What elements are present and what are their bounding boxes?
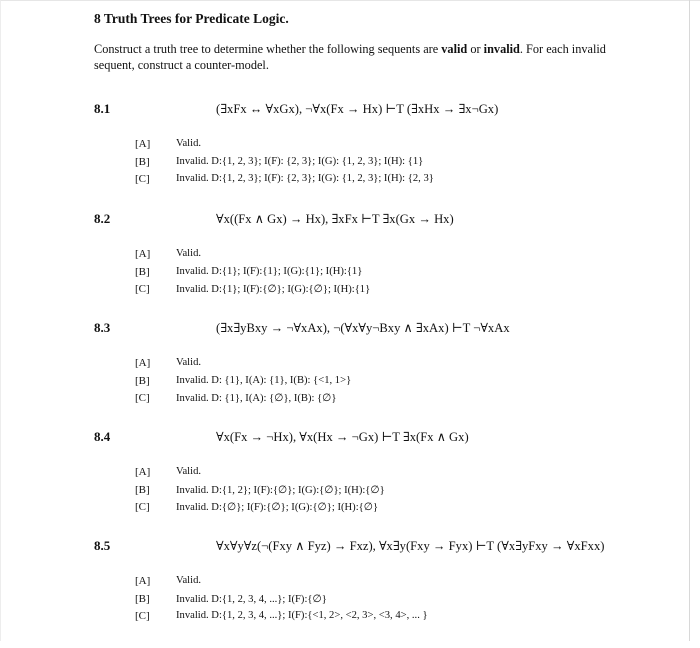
problem-sequent: (∃xFx ↔ ∀xGx), ¬∀x(Fx → Hx) ⊢T (∃xHx → ∃x¬Gx) bbox=[216, 102, 499, 116]
answer-option-c[interactable] bbox=[135, 173, 655, 191]
option-letter: [C] bbox=[135, 283, 150, 295]
option-letter: [A] bbox=[135, 466, 151, 478]
problem-8-4 bbox=[0, 429, 700, 539]
section-heading: 8 Truth Trees for Predicate Logic. bbox=[94, 11, 289, 26]
answer-option-b[interactable] bbox=[135, 484, 655, 502]
option-text: Invalid. D:{1, 2, 3, 4, ...}; I(F):{<1, 2>, <2, 3>, <3, 4>, ... } bbox=[176, 610, 428, 621]
instructions-text-1: Construct a truth tree to determine whether the following sequents are bbox=[94, 42, 442, 56]
problem-8-5 bbox=[0, 538, 700, 648]
option-letter: [A] bbox=[135, 138, 151, 150]
option-letter: [A] bbox=[135, 248, 151, 260]
option-text: Invalid. D: {1}, I(A): {∅}, I(B): {∅} bbox=[176, 393, 337, 404]
problem-number: 8.1 bbox=[94, 101, 111, 116]
option-text: Invalid. D: {1}, I(A): {1}, I(B): {<1, 1>} bbox=[176, 374, 352, 386]
problem-sequent: ∀x(Fx → ¬Hx), ∀x(Hx → ¬Gx) ⊢T ∃x(Fx ∧ Gx) bbox=[216, 430, 469, 444]
answer-option-c[interactable] bbox=[135, 392, 655, 410]
answer-options bbox=[135, 575, 655, 628]
problem-number: 8.4 bbox=[94, 429, 111, 444]
instructions-text-3: . For each invalid sequent, construct a counter-model. bbox=[94, 42, 606, 72]
instructions-valid-word: valid bbox=[441, 42, 468, 56]
option-text: Valid. bbox=[176, 138, 202, 149]
answer-option-a[interactable] bbox=[135, 575, 655, 593]
option-letter: [C] bbox=[135, 501, 150, 513]
answer-options bbox=[135, 357, 655, 410]
option-text: Invalid. D:{1}; I(F):{1}; I(G):{1}; I(H):{1} bbox=[176, 265, 363, 277]
answer-option-b[interactable] bbox=[135, 375, 655, 393]
option-letter: [C] bbox=[135, 392, 150, 404]
answer-option-c[interactable] bbox=[135, 283, 655, 301]
option-text: Invalid. D:{1}; I(F):{∅}; I(G):{∅}; I(H):{1} bbox=[176, 284, 371, 295]
answer-option-a[interactable] bbox=[135, 138, 655, 156]
instructions-paragraph bbox=[94, 41, 614, 73]
option-letter: [C] bbox=[135, 610, 150, 622]
answer-option-a[interactable] bbox=[135, 248, 655, 266]
option-letter: [B] bbox=[135, 155, 150, 168]
option-text: Invalid. D:{1, 2, 3}; I(F): {2, 3}; I(G): {1, 2, 3}; I(H): {1} bbox=[176, 155, 424, 167]
problem-number: 8.2 bbox=[94, 211, 111, 226]
problem-8-3 bbox=[0, 320, 700, 430]
option-letter: [A] bbox=[135, 357, 151, 369]
answer-option-c[interactable] bbox=[135, 501, 655, 519]
option-letter: [B] bbox=[135, 265, 150, 278]
option-text: Invalid. D:{1, 2, 3}; I(F): {2, 3}; I(G): {1, 2, 3}; I(H): {2, 3} bbox=[176, 173, 434, 184]
option-letter: [A] bbox=[135, 575, 151, 587]
problem-number: 8.3 bbox=[94, 320, 111, 335]
answer-option-b[interactable] bbox=[135, 156, 655, 174]
answer-options bbox=[135, 138, 655, 191]
answer-option-c[interactable] bbox=[135, 610, 655, 628]
option-text: Invalid. D:{1, 2, 3, 4, ...}; I(F):{∅} bbox=[176, 593, 327, 605]
answer-option-a[interactable] bbox=[135, 466, 655, 484]
answer-options bbox=[135, 466, 655, 519]
problem-sequent: ∀x((Fx ∧ Gx) → Hx), ∃xFx ⊢T ∃x(Gx → Hx) bbox=[216, 212, 454, 226]
answer-option-a[interactable] bbox=[135, 357, 655, 375]
option-letter: [B] bbox=[135, 374, 150, 387]
problem-8-1 bbox=[0, 101, 700, 211]
problem-sequent: (∃x∃yBxy → ¬∀xAx), ¬(∀x∀y¬Bxy ∧ ∃xAx) ⊢T ¬∀xAx bbox=[216, 321, 510, 335]
option-text: Valid. bbox=[176, 248, 202, 259]
problem-sequent: ∀x∀y∀z(¬(Fxy ∧ Fyz) → Fxz), ∀x∃y(Fxy → Fyx) ⊢T (∀x∃yFxy → ∀xFxx) bbox=[216, 539, 605, 553]
instructions-text-2: or bbox=[467, 42, 484, 56]
option-text: Invalid. D:{1, 2}; I(F):{∅}; I(G):{∅}; I(H):{∅} bbox=[176, 484, 385, 496]
instructions-invalid-word: invalid bbox=[483, 42, 520, 56]
option-text: Invalid. D:{∅}; I(F):{∅}; I(G):{∅}; I(H):{∅} bbox=[176, 502, 379, 513]
option-text: Valid. bbox=[176, 357, 202, 368]
option-letter: [C] bbox=[135, 173, 150, 185]
option-text: Valid. bbox=[176, 466, 202, 477]
answer-option-b[interactable] bbox=[135, 593, 655, 611]
option-text: Valid. bbox=[176, 575, 202, 586]
option-letter: [B] bbox=[135, 592, 150, 605]
option-letter: [B] bbox=[135, 483, 150, 496]
problem-8-2 bbox=[0, 211, 700, 321]
problem-number: 8.5 bbox=[94, 538, 111, 553]
answer-options bbox=[135, 248, 655, 301]
answer-option-b[interactable] bbox=[135, 266, 655, 284]
